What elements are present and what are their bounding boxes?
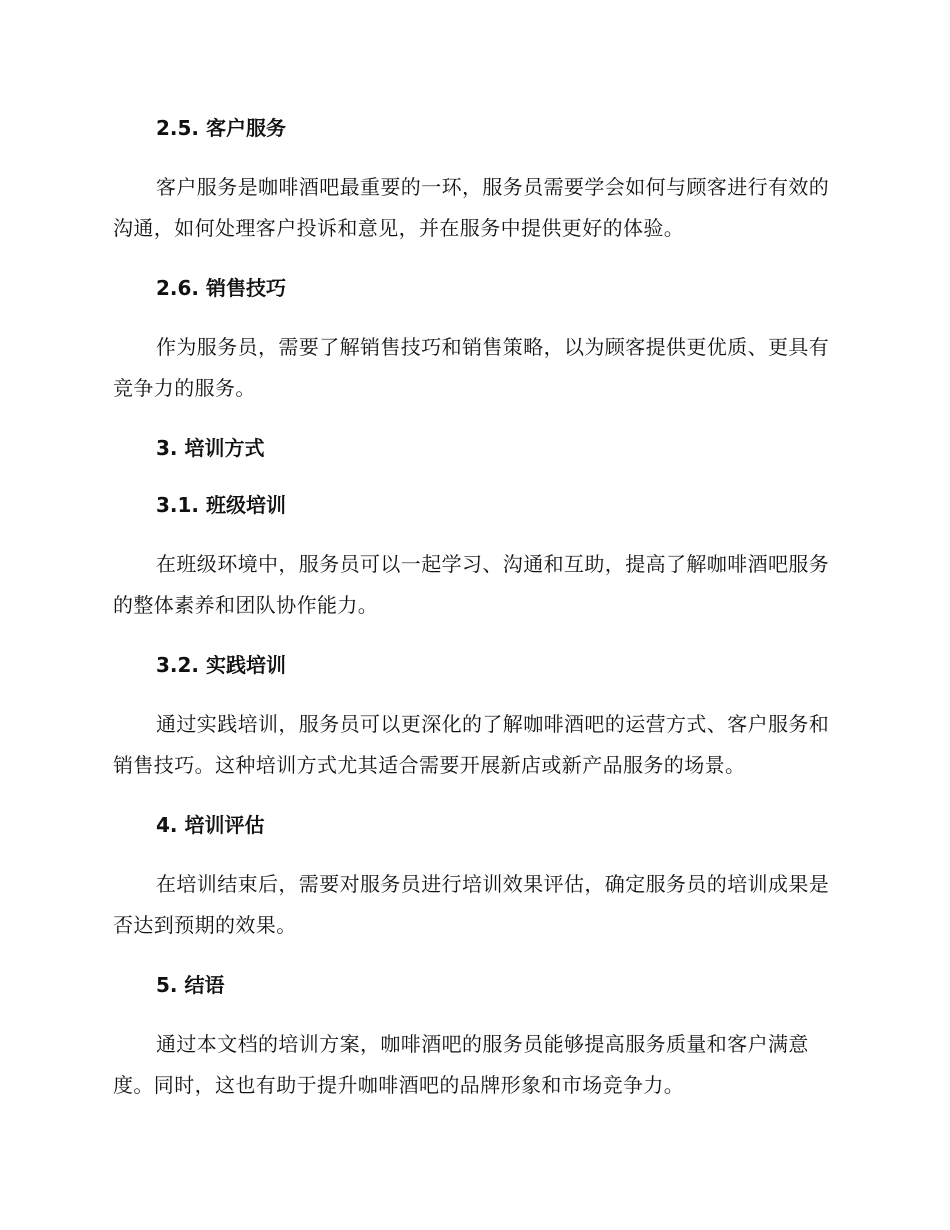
paragraph-training-evaluation: 在培训结束后，需要对服务员进行培训效果评估，确定服务员的培训成果是否达到预期的效果。 — [113, 872, 830, 937]
paragraph-sales-skills: 作为服务员，需要了解销售技巧和销售策略，以为顾客提供更优质、更具有竞争力的服务。 — [113, 335, 830, 400]
paragraph-conclusion: 通过本文档的培训方案，咖啡酒吧的服务员能够提高服务质量和客户满意度。同时，这也有助于提升咖啡酒吧的品牌形象和市场竞争力。 — [113, 1032, 809, 1097]
paragraph-customer-service: 客户服务是咖啡酒吧最重要的一环，服务员需要学会如何与顾客进行有效的沟通，如何处理客户投诉和意见，并在服务中提供更好的体验。 — [113, 175, 830, 240]
heading-customer-service: 2.5. 客户服务 — [156, 116, 286, 140]
paragraph-practice-training: 通过实践培训，服务员可以更深化的了解咖啡酒吧的运营方式、客户服务和销售技巧。这种培训方式尤其适合需要开展新店或新产品服务的场景。 — [113, 712, 830, 777]
heading-sales-skills: 2.6. 销售技巧 — [156, 276, 286, 300]
heading-training-evaluation: 4. 培训评估 — [156, 813, 265, 837]
heading-conclusion: 5. 结语 — [156, 973, 225, 997]
heading-practice-training: 3.2. 实践培训 — [156, 653, 286, 677]
paragraph-class-training: 在班级环境中，服务员可以一起学习、沟通和互助，提高了解咖啡酒吧服务的整体素养和团队协作能力。 — [113, 552, 830, 617]
heading-class-training: 3.1. 班级培训 — [156, 493, 286, 517]
heading-training-methods: 3. 培训方式 — [156, 436, 265, 460]
